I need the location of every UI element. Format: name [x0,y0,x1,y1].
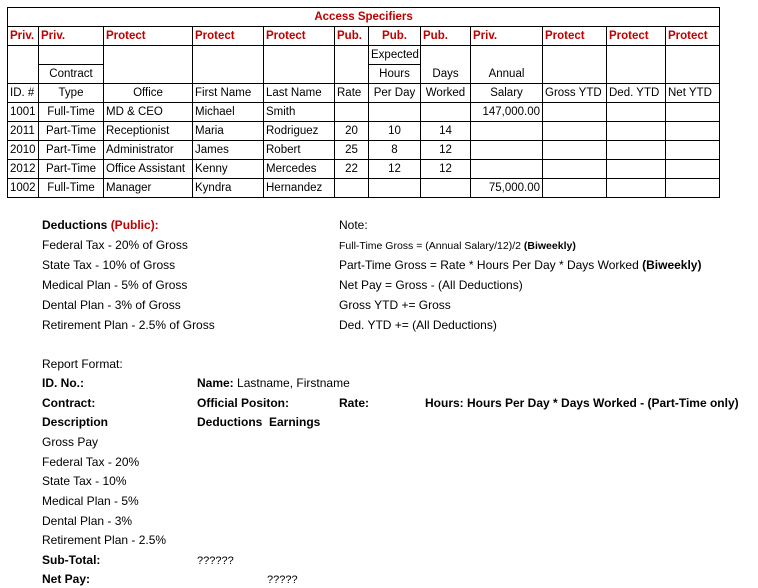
note-line: Net Pay = Gross - (All Deductions) [339,278,523,292]
table-cell: 12 [421,141,471,160]
note-line-text: Part-Time Gross = Rate * Hours Per Day * Days Worked [339,258,639,272]
access-cell: Priv. [39,27,104,46]
access-specifier-table [7,7,720,198]
header-cell: Salary [471,84,543,103]
table-cell: 22 [335,160,369,179]
access-cell: Pub. [421,27,471,46]
table-row [8,103,720,122]
table-cell [543,160,607,179]
table-cell: 8 [369,141,421,160]
header-row [8,46,720,65]
note-line [339,257,701,273]
access-cell: Protect [666,27,720,46]
report-netpay-value: ????? [267,574,298,586]
header-cell [193,46,264,65]
table-cell: James [193,141,264,160]
report-subtotal-label: Sub-Total: [42,553,101,567]
header-cell [264,65,335,84]
report-name [197,375,350,391]
access-cell: Pub. [369,27,421,46]
deductions-public-label: (Public): [110,218,159,232]
table-cell [607,179,666,198]
report-subtotal-value: ?????? [197,555,234,567]
table-cell [471,122,543,141]
table-cell: 75,000.00 [471,179,543,198]
table-cell [666,179,720,198]
header-cell [39,46,104,65]
table-cell: Rodriguez [264,122,335,141]
deduction-item: Federal Tax - 20% of Gross [42,238,188,252]
table-cell [421,103,471,122]
report-description-label: Description [42,415,109,429]
access-cell: Priv. [471,27,543,46]
report-contract-label: Contract: [42,396,96,410]
table-cell: Mercedes [264,160,335,179]
table-cell: 12 [369,160,421,179]
header-cell [264,46,335,65]
table-cell: 14 [421,122,471,141]
header-cell: Per Day [369,84,421,103]
access-cell: Protect [104,27,193,46]
header-cell: Rate [335,84,369,103]
table-cell: Robert [264,141,335,160]
header-cell: Worked [421,84,471,103]
table-cell [607,141,666,160]
header-cell: Expected [369,46,421,65]
report-item: Dental Plan - 3% [42,514,133,528]
deduction-item: Medical Plan - 5% of Gross [42,278,188,292]
header-cell [8,46,39,65]
header-cell: Contract [39,65,104,84]
access-row [8,27,720,46]
table-cell: 12 [421,160,471,179]
header-row [8,65,720,84]
report-item: State Tax - 10% [42,474,127,488]
table-cell [543,122,607,141]
table-cell: Hernandez [264,179,335,198]
table-cell [666,141,720,160]
header-cell [607,65,666,84]
report-title: Report Format: [42,357,123,371]
report-id-label: ID. No.: [42,376,84,390]
table-cell: Administrator [104,141,193,160]
header-cell [471,46,543,65]
table-cell: 2011 [8,122,39,141]
table-cell: Part-Time [39,160,104,179]
table-row [8,179,720,198]
table-cell [421,179,471,198]
header-cell: Type [39,84,104,103]
table-cell [369,179,421,198]
table-cell: Receptionist [104,122,193,141]
access-cell: Priv. [8,27,39,46]
access-cell: Pub. [335,27,369,46]
note-line-bold: (Biweekly) [523,240,576,252]
header-cell [666,65,720,84]
report-hours-label: Hours: Hours Per Day * Days Worked - (Part-Time only) [425,396,739,410]
table-cell [543,103,607,122]
header-cell [8,65,39,84]
table-row [8,160,720,179]
table-cell: Michael [193,103,264,122]
table-cell [607,122,666,141]
table-cell [607,160,666,179]
table-cell [471,141,543,160]
note-line-bold: (Biweekly) [642,258,702,272]
table-cell: 1002 [8,179,39,198]
table-cell [369,103,421,122]
deductions-title-text: Deductions [42,218,108,232]
header-cell: Last Name [264,84,335,103]
table-cell: 20 [335,122,369,141]
table-cell [543,179,607,198]
header-cell: Annual [471,65,543,84]
note-line-text: Full-Time Gross = (Annual Salary/12)/2 [339,240,521,252]
header-cell [666,46,720,65]
table-cell: 2012 [8,160,39,179]
table-cell: Full-Time [39,103,104,122]
table-cell: Part-Time [39,141,104,160]
table-cell: Part-Time [39,122,104,141]
table-row [8,141,720,160]
note-line: Ded. YTD += (All Deductions) [339,318,497,332]
table-cell: MD & CEO [104,103,193,122]
report-item: Federal Tax - 20% [42,455,140,469]
header-cell [104,65,193,84]
header-cell: Ded. YTD [607,84,666,103]
report-position-label: Official Positon: [197,396,290,410]
header-cell [193,65,264,84]
access-cell: Protect [607,27,666,46]
report-item: Medical Plan - 5% [42,494,139,508]
deductions-title [42,217,159,233]
header-cell [543,65,607,84]
header-cell [335,46,369,65]
table-cell: Full-Time [39,179,104,198]
header-cell [607,46,666,65]
table-cell [666,160,720,179]
table-cell [666,122,720,141]
table-cell: 1001 [8,103,39,122]
table-title: Access Specifiers [8,8,720,27]
header-cell: Office [104,84,193,103]
table-cell: 25 [335,141,369,160]
table-cell [666,103,720,122]
table-cell: 2010 [8,141,39,160]
header-cell [335,65,369,84]
note-title: Note: [339,218,368,232]
access-cell: Protect [193,27,264,46]
deduction-item: Retirement Plan - 2.5% of Gross [42,318,215,332]
table-cell [335,179,369,198]
access-cell: Protect [543,27,607,46]
table-cell: 10 [369,122,421,141]
table-cell: 147,000.00 [471,103,543,122]
header-cell: ID. # [8,84,39,103]
report-name-label: Name: [197,376,234,390]
header-cell [421,46,471,65]
header-cell: First Name [193,84,264,103]
access-cell: Protect [264,27,335,46]
note-line [339,238,576,254]
header-cell [104,46,193,65]
header-cell: Net YTD [666,84,720,103]
table-cell: Manager [104,179,193,198]
table-cell: Office Assistant [104,160,193,179]
report-item: Retirement Plan - 2.5% [42,533,167,547]
table-cell: Kyndra [193,179,264,198]
report-name-value: Lastname, Firstname [237,376,350,390]
report-rate-label: Rate: [339,396,370,410]
report-deductions-earnings: Deductions Earnings [197,415,321,429]
table-cell: Smith [264,103,335,122]
deduction-item: State Tax - 10% of Gross [42,258,176,272]
header-cell: Gross YTD [543,84,607,103]
table-row [8,122,720,141]
table-cell [471,160,543,179]
header-row [8,84,720,103]
header-cell: Hours [369,65,421,84]
table-cell: Kenny [193,160,264,179]
table-cell [607,103,666,122]
table-cell: Maria [193,122,264,141]
note-line: Gross YTD += Gross [339,298,451,312]
table-cell [335,103,369,122]
report-item: Gross Pay [42,435,99,449]
deduction-item: Dental Plan - 3% of Gross [42,298,181,312]
table-cell [543,141,607,160]
report-netpay-label: Net Pay: [42,572,91,586]
header-cell [543,46,607,65]
header-cell: Days [421,65,471,84]
